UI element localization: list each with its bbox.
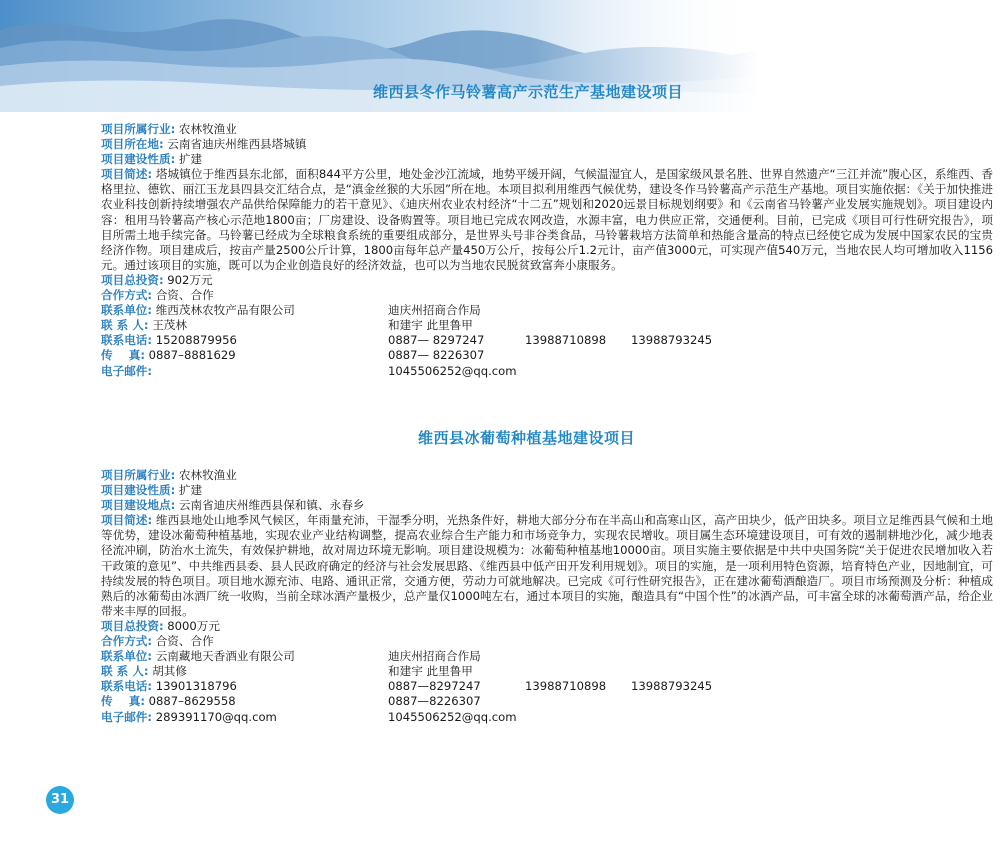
field-value: 902万元 bbox=[167, 272, 213, 287]
field-label: 传 真: bbox=[101, 694, 145, 709]
field-industry bbox=[101, 468, 993, 483]
field-location bbox=[101, 498, 993, 513]
field-value-2: 0887— 8226307 bbox=[388, 348, 485, 363]
description-text: 维西县地处山地季风气候区，年雨量充沛，干湿季分明，光热条件好，耕地大部分分布在半高山和高寒山区，高产田块少，低产田块多。项目立足维西县气候和土地等优势，建设冰葡萄种植基地，实现农业产业结构调整，提高农业综合生产能力和市场竞争力，实现农民增收。项目属生态环境建设项目，可有效的遏制耕地沙化，减少地表径流冲刷，防治水土流失，有效保护耕地，故对周边环境无影响。项目建设规模为：冰葡萄种植基地10000亩。项目实施主要依据是中共中央国务院“关于促进农民增加收入若干政策的意见”、中共维西县委、县人民政府确定的经济与社会发展思路、《维西县中低产田开发利用规划》。项目的实施，是一项利用特色资源，培育特色产业，因地制宜，可持续发展的特色项目。项目地水源充沛、电路、通讯正常，交通方便，劳动力可就地解决。已完成《可行性研究报告》，正在建冰葡萄酒酿造厂。项目市场预测及分析：种植成熟后的冰葡萄由冰酒厂统一收购，当前全球冰酒产量极少，总产量仅1000吨左右，通过本项目的实施，酿造具有“中国个性”的冰酒产品，可丰富全球的冰葡萄酒产品，给企业带来丰厚的回报。 bbox=[101, 513, 993, 618]
field-label: 项目所属行业: bbox=[101, 468, 176, 482]
field-value-2: 0887—8226307 bbox=[388, 694, 481, 709]
project-description bbox=[101, 513, 993, 619]
field-nature bbox=[101, 152, 993, 167]
project-description bbox=[101, 167, 993, 273]
field-label: 合作方式: bbox=[101, 288, 153, 303]
field-investment bbox=[101, 273, 993, 288]
field-value-4: 13988793245 bbox=[631, 333, 713, 348]
field-value-2: 0887—8297247 bbox=[388, 679, 481, 694]
field-label: 项目总投资: bbox=[101, 272, 164, 287]
field-value-2: 和建宇 此里鲁甲 bbox=[388, 664, 473, 679]
field-label: 项目所在地: bbox=[101, 137, 164, 152]
field-value-3: 13988710898 bbox=[525, 679, 607, 694]
field-label: 项目建设地点: bbox=[101, 498, 176, 513]
field-value: 合资、合作 bbox=[155, 634, 214, 649]
field-value: 维西茂林农牧产品有限公司 bbox=[155, 303, 295, 318]
field-contact-unit bbox=[101, 303, 993, 318]
field-contact-person bbox=[101, 664, 993, 679]
field-value-4: 13988793245 bbox=[631, 679, 713, 694]
field-label: 项目所属行业: bbox=[101, 122, 176, 136]
field-label: 联 系 人: bbox=[101, 664, 149, 679]
description-label: 项目简述: bbox=[101, 513, 153, 528]
field-cooperation bbox=[101, 288, 993, 303]
field-value: 0887–8881629 bbox=[148, 348, 236, 363]
field-value: 农林牧渔业 bbox=[178, 122, 237, 136]
field-value: 0887–8629558 bbox=[148, 694, 236, 709]
field-contact-person bbox=[101, 318, 993, 333]
description-text: 塔城镇位于维西县东北部，面积844平方公里，地处金沙江流域，地势平缓开阔，气候温湿宜人，是国家级风景名胜、世界自然遗产“三江并流”腹心区，系维西、香格里拉、德钦、丽江玉龙县四县交汇结合点，是“滇金丝猴的大乐园”所在地。本项目拟利用维西气候优势，建设冬作马铃薯高产示范生产基地。项目实施依据：《关于加快推进农业科技创新持续增强农产品供给保障能力的若干意见》、《迪庆州农业农村经济“十二五”规划和2020远景目标规划纲要》和《云南省马铃薯产业发展实施规划》。项目建设内容：租用马铃薯高产核心示范地1800亩；厂房建设、设备购置等。项目地已完成农网改造，水源丰富，电力供应正常，交通便利。目前，已完成《项目可行性研究报告》，项目所需土地手续完备。马铃薯已经成为全球粮食系统的重要组成部分，是世界头号非谷类食品，马铃薯栽培方法简单和热能含量高的特点已经使它成为发展中国家农民的宝贵经济作物。项目建成后，按亩产量2500公斤计算，1800亩每年总产量450万公斤，按每公斤1.2元计，亩产值3000元，可实现产值540万元，当地农民人均可增加收入1156元。通过该项目的实施，既可以为企业创造良好的经济效益，也可以为当地农民脱贫致富奔小康服务。 bbox=[101, 167, 994, 272]
field-cooperation bbox=[101, 634, 993, 649]
field-value: 云南藏地天香酒业有限公司 bbox=[155, 649, 295, 664]
field-phone bbox=[101, 333, 993, 348]
field-value-3: 13988710898 bbox=[525, 333, 607, 348]
field-nature bbox=[101, 483, 993, 498]
field-value: 扩建 bbox=[178, 483, 203, 498]
project-2-info bbox=[101, 468, 993, 725]
field-investment bbox=[101, 619, 993, 634]
field-label: 传 真: bbox=[101, 348, 145, 363]
field-contact-unit bbox=[101, 649, 993, 664]
field-label: 项目总投资: bbox=[101, 618, 164, 633]
field-value-2: 0887— 8297247 bbox=[388, 333, 485, 348]
project-2-title: 维西县冰葡萄种植基地建设项目 bbox=[418, 429, 636, 447]
page-number: 31 bbox=[46, 786, 74, 814]
field-value: 合资、合作 bbox=[155, 288, 214, 303]
field-value-2: 迪庆州招商合作局 bbox=[388, 649, 481, 664]
field-value: 胡其修 bbox=[152, 664, 187, 679]
field-value: 云南省迪庆州维西县塔城镇 bbox=[167, 137, 307, 152]
description-label: 项目简述: bbox=[101, 167, 153, 182]
field-value: 289391170@qq.com bbox=[155, 709, 277, 724]
field-label: 联系单位: bbox=[101, 649, 153, 664]
field-label: 电子邮件: bbox=[101, 363, 153, 378]
field-value: 扩建 bbox=[178, 152, 203, 167]
field-label: 联系电话: bbox=[101, 679, 153, 694]
field-industry bbox=[101, 122, 993, 137]
field-label: 电子邮件: bbox=[101, 709, 153, 724]
field-email bbox=[101, 364, 993, 379]
field-label: 联系单位: bbox=[101, 303, 153, 318]
field-location bbox=[101, 137, 993, 152]
project-1-title: 维西县冬作马铃薯高产示范生产基地建设项目 bbox=[373, 83, 684, 101]
field-email bbox=[101, 710, 993, 725]
field-fax bbox=[101, 348, 993, 363]
field-label: 项目建设性质: bbox=[101, 483, 176, 498]
field-value-2: 迪庆州招商合作局 bbox=[388, 303, 481, 318]
field-value: 13901318796 bbox=[155, 679, 237, 694]
field-value: 8000万元 bbox=[167, 618, 220, 633]
field-value-2: 1045506252@qq.com bbox=[388, 709, 517, 724]
field-value-2: 和建宇 此里鲁甲 bbox=[388, 318, 473, 333]
field-label: 合作方式: bbox=[101, 634, 153, 649]
field-value: 农林牧渔业 bbox=[178, 468, 237, 482]
field-label: 项目建设性质: bbox=[101, 152, 176, 167]
field-value: 王茂林 bbox=[152, 318, 187, 333]
field-label: 联系电话: bbox=[101, 333, 153, 348]
field-phone bbox=[101, 679, 993, 694]
field-fax bbox=[101, 694, 993, 709]
field-value: 15208879956 bbox=[155, 333, 237, 348]
field-label: 联 系 人: bbox=[101, 318, 149, 333]
field-value: 云南省迪庆州维西县保和镇、永春乡 bbox=[178, 498, 365, 513]
project-1-info bbox=[101, 122, 993, 379]
field-value-2: 1045506252@qq.com bbox=[388, 363, 517, 378]
